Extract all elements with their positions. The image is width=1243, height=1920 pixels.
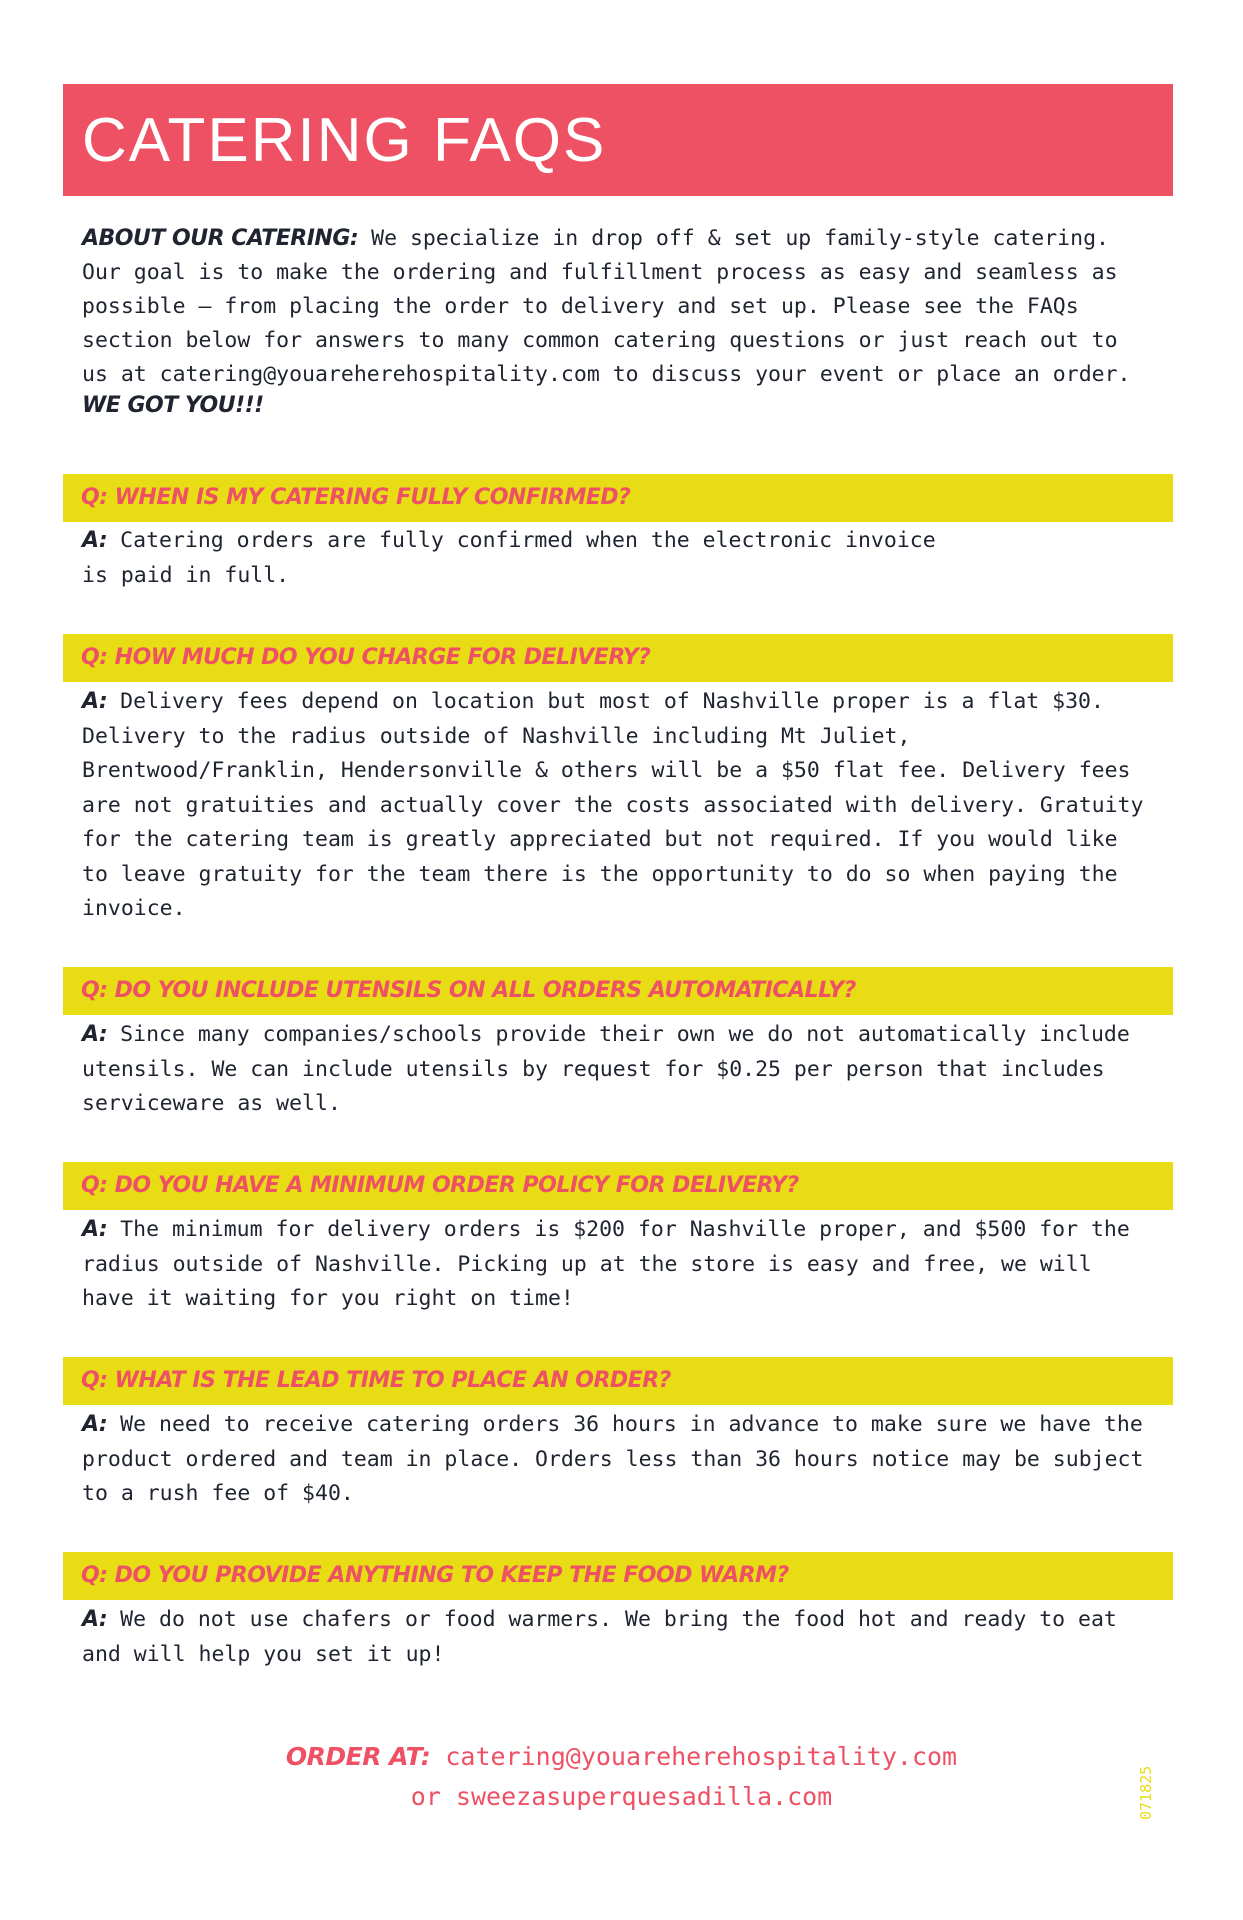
faq-answer bbox=[82, 685, 1162, 927]
intro-text: We specialize in drop off & set up family-style catering. Our goal is to make the ordering and fulfillment process as easy and seamless as possible – from placing the order to delivery and set up. Please see the FAQs section below for answers to many common catering questions or just reach out to us at catering@youareherehospitality.com to discuss your event or place an order. bbox=[82, 226, 1131, 387]
answer-label: A: bbox=[82, 689, 108, 714]
order-info bbox=[0, 1737, 1243, 1817]
faq-question-bar bbox=[63, 1162, 1173, 1210]
order-line-email bbox=[0, 1737, 1243, 1777]
faq-question: Q: DO YOU INCLUDE UTENSILS ON ALL ORDERS AUTOMATICALLY? bbox=[81, 978, 856, 1003]
answer-label: A: bbox=[82, 1217, 108, 1242]
faq-question: Q: DO YOU PROVIDE ANYTHING TO KEEP THE FOOD WARM? bbox=[81, 1563, 789, 1588]
faq-answer-text: We need to receive catering orders 36 hours in advance to make sure we have the product ordered and team in place. Orders less than 36 hours notice may be subject to a rush fee of $40. bbox=[82, 1412, 1144, 1506]
answer-label: A: bbox=[82, 1022, 108, 1047]
faq-question-bar bbox=[63, 1552, 1173, 1600]
order-line-website[interactable]: or sweezasuperquesadilla.com bbox=[410, 1782, 833, 1811]
faq-question-bar bbox=[63, 1357, 1173, 1405]
faq-answer bbox=[82, 524, 1162, 593]
title-banner bbox=[63, 84, 1173, 196]
faq-question: Q: HOW MUCH DO YOU CHARGE FOR DELIVERY? bbox=[81, 645, 651, 670]
answer-label: A: bbox=[82, 528, 108, 553]
intro-label: ABOUT OUR CATERING: bbox=[82, 226, 359, 251]
answer-label: A: bbox=[82, 1412, 108, 1437]
faq-question-bar bbox=[63, 474, 1173, 522]
faq-answer bbox=[82, 1408, 1162, 1512]
faq-answer bbox=[82, 1213, 1162, 1317]
faq-answer-text: We do not use chafers or food warmers. We bring the food hot and ready to eat and will help you set it up! bbox=[82, 1607, 1117, 1667]
faq-question: Q: DO YOU HAVE A MINIMUM ORDER POLICY FOR DELIVERY? bbox=[81, 1173, 799, 1198]
intro-closer: WE GOT YOU!!! bbox=[82, 393, 264, 418]
page-title: CATERING FAQS bbox=[82, 106, 607, 175]
faq-answer-text: Catering orders are fully confirmed when the electronic invoice is paid in full. bbox=[82, 528, 936, 588]
faq-answer bbox=[82, 1018, 1162, 1122]
faq-answer-text: Since many companies/schools provide their own we do not automatically include utensils. We can include utensils by request for $0.25 per person that includes serviceware as well. bbox=[82, 1022, 1130, 1116]
faq-question-bar bbox=[63, 634, 1173, 682]
faq-question: Q: WHEN IS MY CATERING FULLY CONFIRMED? bbox=[81, 485, 631, 510]
faq-question-bar bbox=[63, 967, 1173, 1015]
faq-answer-text: Delivery fees depend on location but most of Nashville proper is a flat $30. Delivery to the radius outside of Nashville including Mt Juliet, Brentwood/Franklin, Hendersonville & others will be a $50 flat fee. Delivery fees are not gratuities and actually cover the costs associated with delivery. Gratuity for the catering team is greatly appreciated but not required. If you would like to leave gratuity for the team there is the opportunity to do so when paying the invoice. bbox=[82, 689, 1144, 921]
answer-label: A: bbox=[82, 1607, 108, 1632]
document-code: 071825 bbox=[1137, 1765, 1155, 1820]
faq-answer bbox=[82, 1603, 1162, 1672]
order-label: ORDER AT: bbox=[285, 1742, 431, 1771]
intro-paragraph bbox=[82, 222, 1162, 392]
faq-answer-text: The minimum for delivery orders is $200 for Nashville proper, and $500 for the radius outside of Nashville. Picking up at the store is easy and free, we will have it waiting for you right on time! bbox=[82, 1217, 1130, 1311]
order-email-link[interactable]: catering@youareherehospitality.com bbox=[430, 1742, 958, 1771]
faq-question: Q: WHAT IS THE LEAD TIME TO PLACE AN ORDER? bbox=[81, 1368, 671, 1393]
